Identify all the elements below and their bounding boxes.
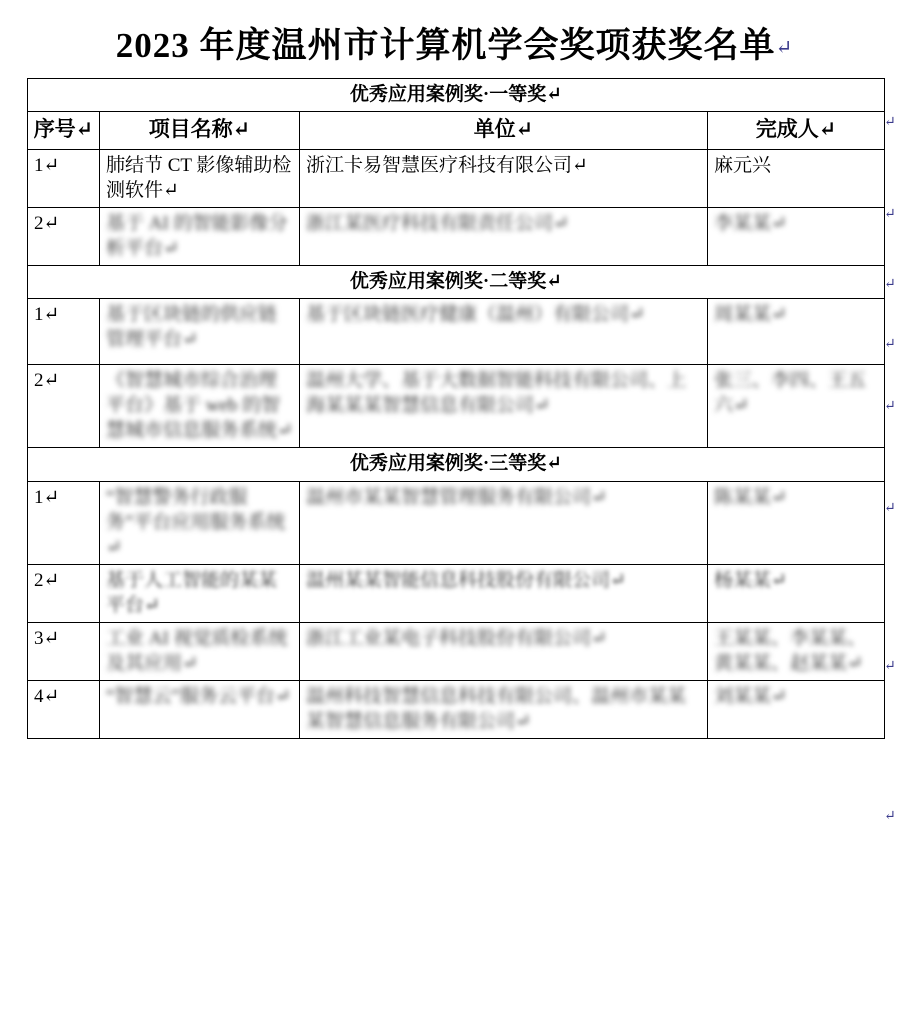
- table-row: [28, 207, 885, 265]
- cell-index: 4↵: [28, 681, 100, 739]
- cell-index: 2↵: [28, 207, 100, 265]
- document-page: [0, 18, 909, 1015]
- cell-index: 3↵: [28, 622, 100, 680]
- section-heading-row: [28, 79, 885, 112]
- cell-project: 肺结节 CT 影像辅助检测软件↵: [100, 149, 300, 207]
- cell-index: 2↵: [28, 365, 100, 448]
- table-row: [28, 564, 885, 622]
- cell-org: 温州某某智能信息科技股份有限公司↵: [300, 564, 708, 622]
- cell-org: 基于区块链医疗健康（温州）有限公司↵: [300, 299, 708, 365]
- margin-mark: ↵: [884, 115, 896, 130]
- cell-org: 浙江卡易智慧医疗科技有限公司↵: [300, 149, 708, 207]
- cell-people: 杨某某↵: [708, 564, 885, 622]
- margin-mark: ↵: [884, 809, 896, 824]
- margin-paragraph-marks: [884, 18, 906, 1015]
- margin-mark: ↵: [884, 659, 896, 674]
- cell-project: 工业 AI 视觉质检系统及其应用↵: [100, 622, 300, 680]
- column-header-people: 完成人↵: [708, 112, 885, 150]
- cell-org: 温州科技智慧信息科技有限公司、温州市某某某智慧信息服务有限公司↵: [300, 681, 708, 739]
- cell-index: 1↵: [28, 299, 100, 365]
- table-row: [28, 481, 885, 564]
- cell-org: 温州市某某智慧管理服务有限公司↵: [300, 481, 708, 564]
- pilcrow-mark: ↵: [775, 37, 794, 59]
- cell-people: 王某某、李某某、黄某某、赵某某↵: [708, 622, 885, 680]
- cell-project: 基于区块链的供应链管理平台↵: [100, 299, 300, 365]
- cell-people: 麻元兴: [708, 149, 885, 207]
- column-header-row: [28, 112, 885, 150]
- table-row: [28, 681, 885, 739]
- section-heading-row: [28, 448, 885, 481]
- cell-project: 《智慧城市综合治理平台》基于 web 的智慧城市信息服务系统↵: [100, 365, 300, 448]
- cell-index: 1↵: [28, 149, 100, 207]
- table-row: [28, 149, 885, 207]
- margin-mark: ↵: [884, 337, 896, 352]
- cell-project: “智慧警务行政服务”平台应用服务系统↵: [100, 481, 300, 564]
- page-title-text: 2023 年度温州市计算机学会奖项获奖名单: [115, 26, 776, 65]
- table-row: [28, 622, 885, 680]
- table-row: [28, 299, 885, 365]
- column-header-project: 项目名称↵: [100, 112, 300, 150]
- cell-project: 基于 AI 的智能影像分析平台↵: [100, 207, 300, 265]
- section-heading: 优秀应用案例奖·二等奖↵: [28, 266, 885, 299]
- column-header-index: 序号↵: [28, 112, 100, 150]
- cell-project: 基于人工智能的某某平台↵: [100, 564, 300, 622]
- margin-mark: ↵: [884, 399, 896, 414]
- cell-people: 李某某↵: [708, 207, 885, 265]
- cell-people: 张三、李四、王五六↵: [708, 365, 885, 448]
- page-title: [0, 18, 909, 68]
- column-header-org: 单位↵: [300, 112, 708, 150]
- margin-mark: ↵: [884, 277, 896, 292]
- cell-index: 2↵: [28, 564, 100, 622]
- cell-org: 浙江工业某电子科技股份有限公司↵: [300, 622, 708, 680]
- section-heading: 优秀应用案例奖·三等奖↵: [28, 448, 885, 481]
- cell-people: 周某某↵: [708, 299, 885, 365]
- cell-index: 1↵: [28, 481, 100, 564]
- table-row: [28, 365, 885, 448]
- cell-org: 浙江某医疗科技有限责任公司↵: [300, 207, 708, 265]
- cell-org: 温州大学、基于大数据智能科技有限公司、上海某某某智慧信息有限公司↵: [300, 365, 708, 448]
- section-heading: 优秀应用案例奖·一等奖↵: [28, 79, 885, 112]
- award-table: [27, 78, 885, 739]
- margin-mark: ↵: [884, 501, 896, 516]
- cell-people: 刘某某↵: [708, 681, 885, 739]
- section-heading-row: [28, 266, 885, 299]
- cell-people: 陈某某↵: [708, 481, 885, 564]
- margin-mark: ↵: [884, 207, 896, 222]
- cell-project: “智慧云”服务云平台↵: [100, 681, 300, 739]
